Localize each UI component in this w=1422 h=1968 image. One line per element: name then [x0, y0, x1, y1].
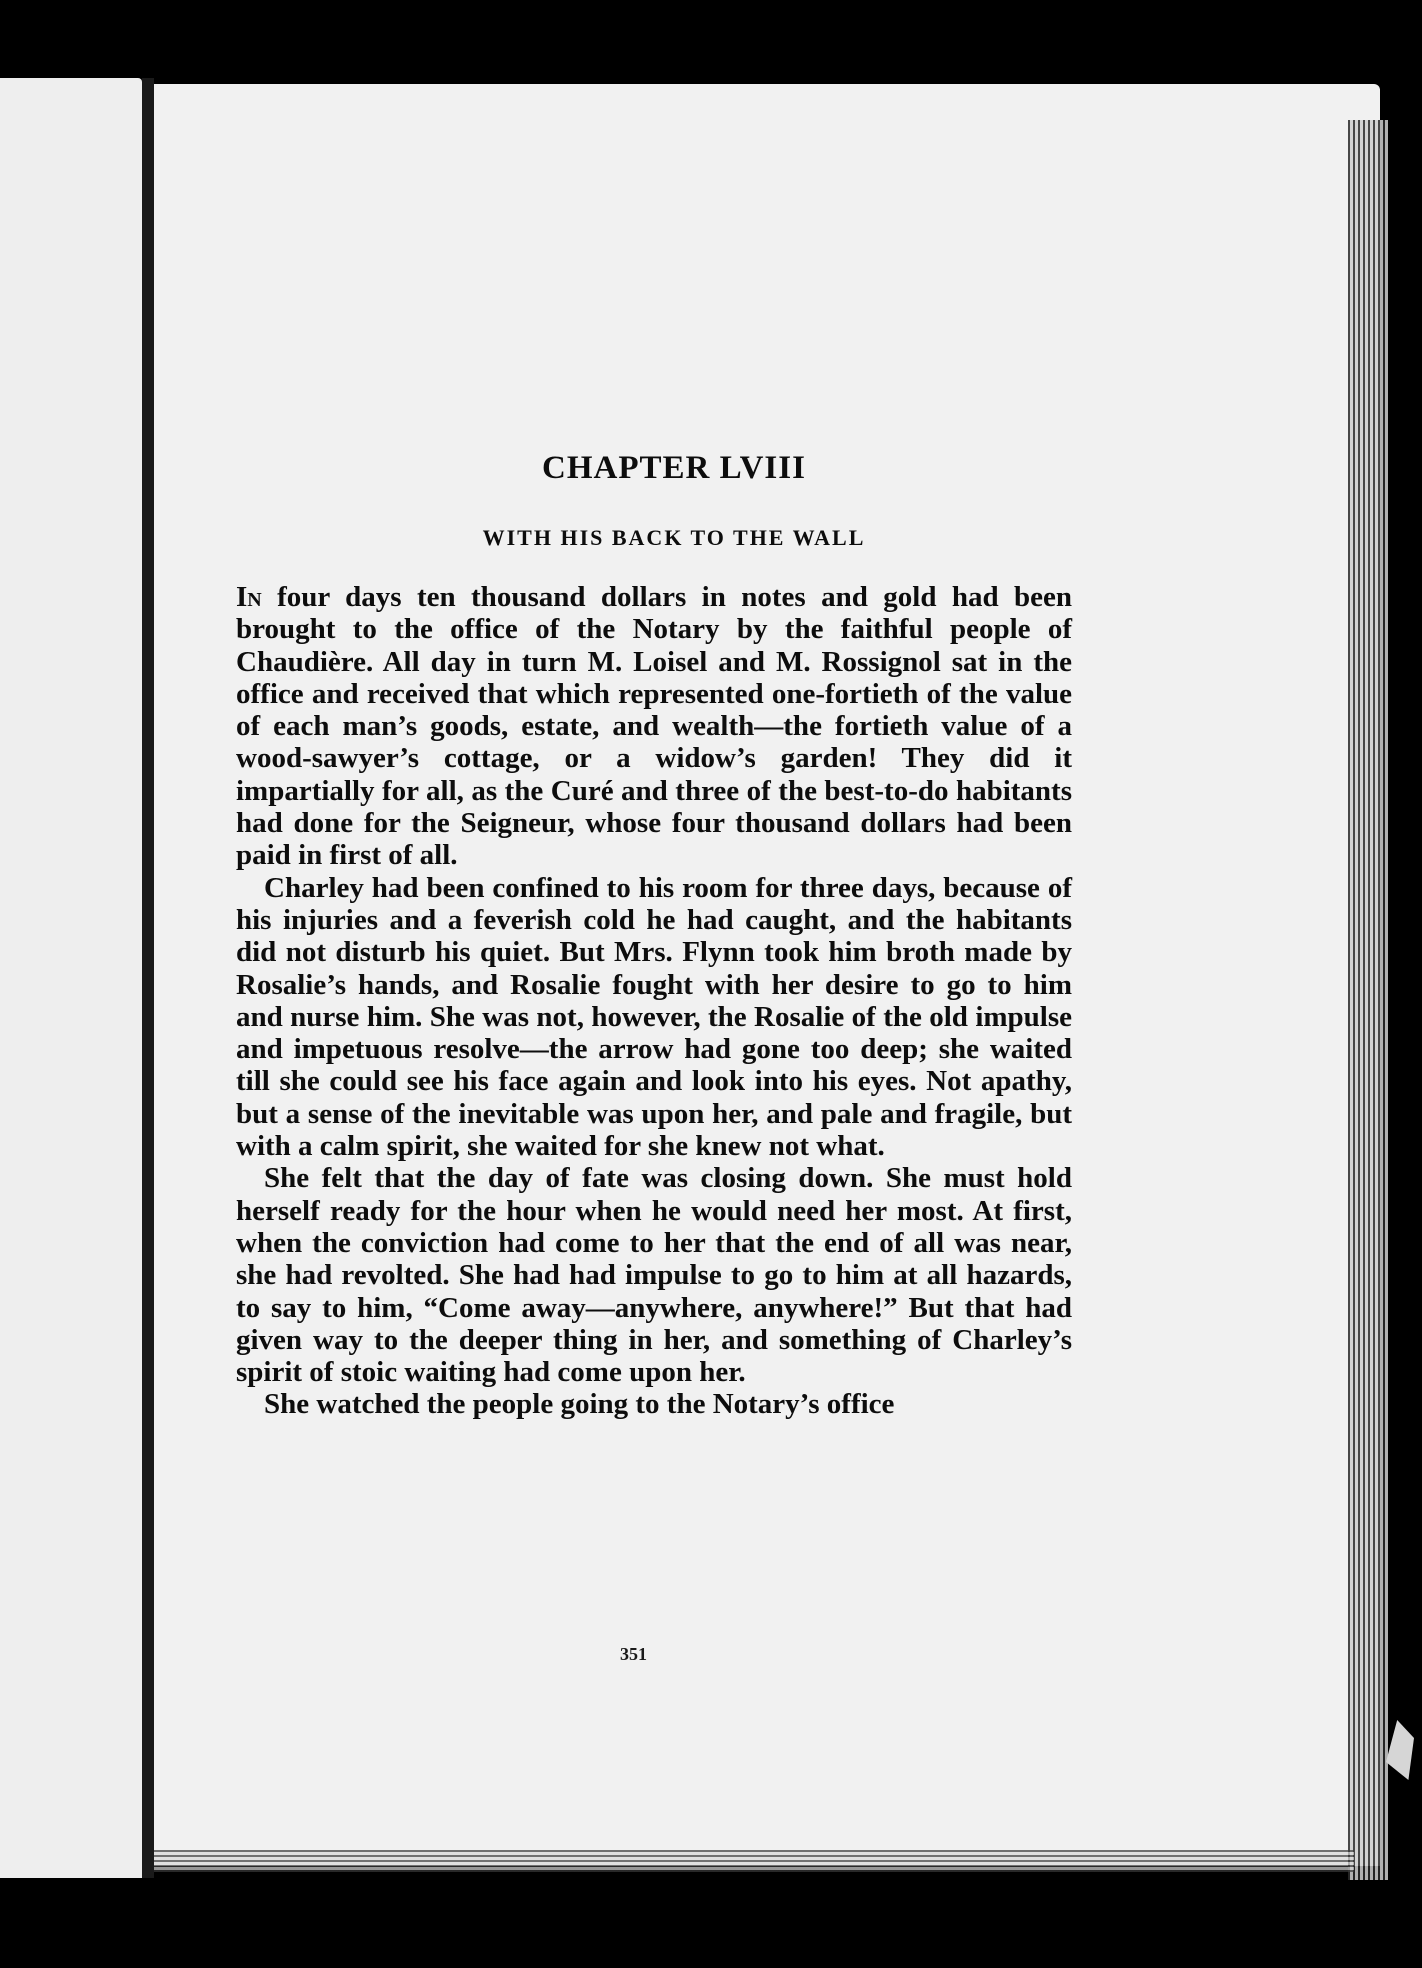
- chapter-title: CHAPTER LVIII: [542, 450, 806, 486]
- page-text: [236, 450, 1072, 1421]
- paragraph-text: She watched the people going to the Notary’s office: [264, 1388, 895, 1421]
- paragraph-4: [236, 1388, 1072, 1420]
- page-fore-edge: [1348, 120, 1388, 1880]
- chapter-subtitle: WITH HIS BACK TO THE WALL: [482, 525, 866, 550]
- previous-page-edge: [0, 78, 142, 1878]
- book-gutter: [142, 78, 154, 1878]
- paragraph-text: four days ten thousand dollars in notes and gold had been brought to the office of the Notary by the faithful people of Chaudière. All day in turn M. Loisel and M. Rossignol sat in the office and received that which represented one-fortieth of the value of each man’s goods, estate, and wealth—the fortieth value of a wood-sawyer’s cottage, or a widow’s garden! They did it impartially for all, as the Curé and three of the best-to-do habitants had done for the Seigneur, whose four thousand dollars had been paid in first of all.: [236, 581, 1072, 872]
- page-number: 351: [620, 1644, 647, 1664]
- paragraph-1: [236, 581, 1072, 872]
- paragraph-text: She felt that the day of fate was closing down. She must hold herself ready for the hour when he would need her most. At first, when the conviction had come to her that the end of all was near, she had revolted. She had had impulse to go to him at all hazards, to say to him, “Come away—anywhere, anywhere!” But that had given way to the deeper thing in her, and something of Charley’s spirit of stoic waiting had come upon her.: [236, 1162, 1072, 1389]
- page-bottom-edge: [154, 1850, 1354, 1872]
- drop-lead-word: In: [236, 581, 262, 613]
- paragraph-2: [236, 872, 1072, 1163]
- corner-tear: [1386, 1720, 1414, 1780]
- paragraph-text: Charley had been confined to his room for three days, because of his injuries and a feverish cold he had caught, and the habitants did not disturb his quiet. But Mrs. Flynn took him broth made by Rosalie’s hands, and Rosalie fought with her desire to go to him and nurse him. She was not, however, the Rosalie of the old impulse and impetuous resolve—the arrow had gone too deep; she waited till she could see his face again and look into his eyes. Not apathy, but a sense of the inevitable was upon her, and pale and fragile, but with a calm spirit, she waited for she knew not what.: [236, 871, 1072, 1163]
- paragraph-3: [236, 1162, 1072, 1388]
